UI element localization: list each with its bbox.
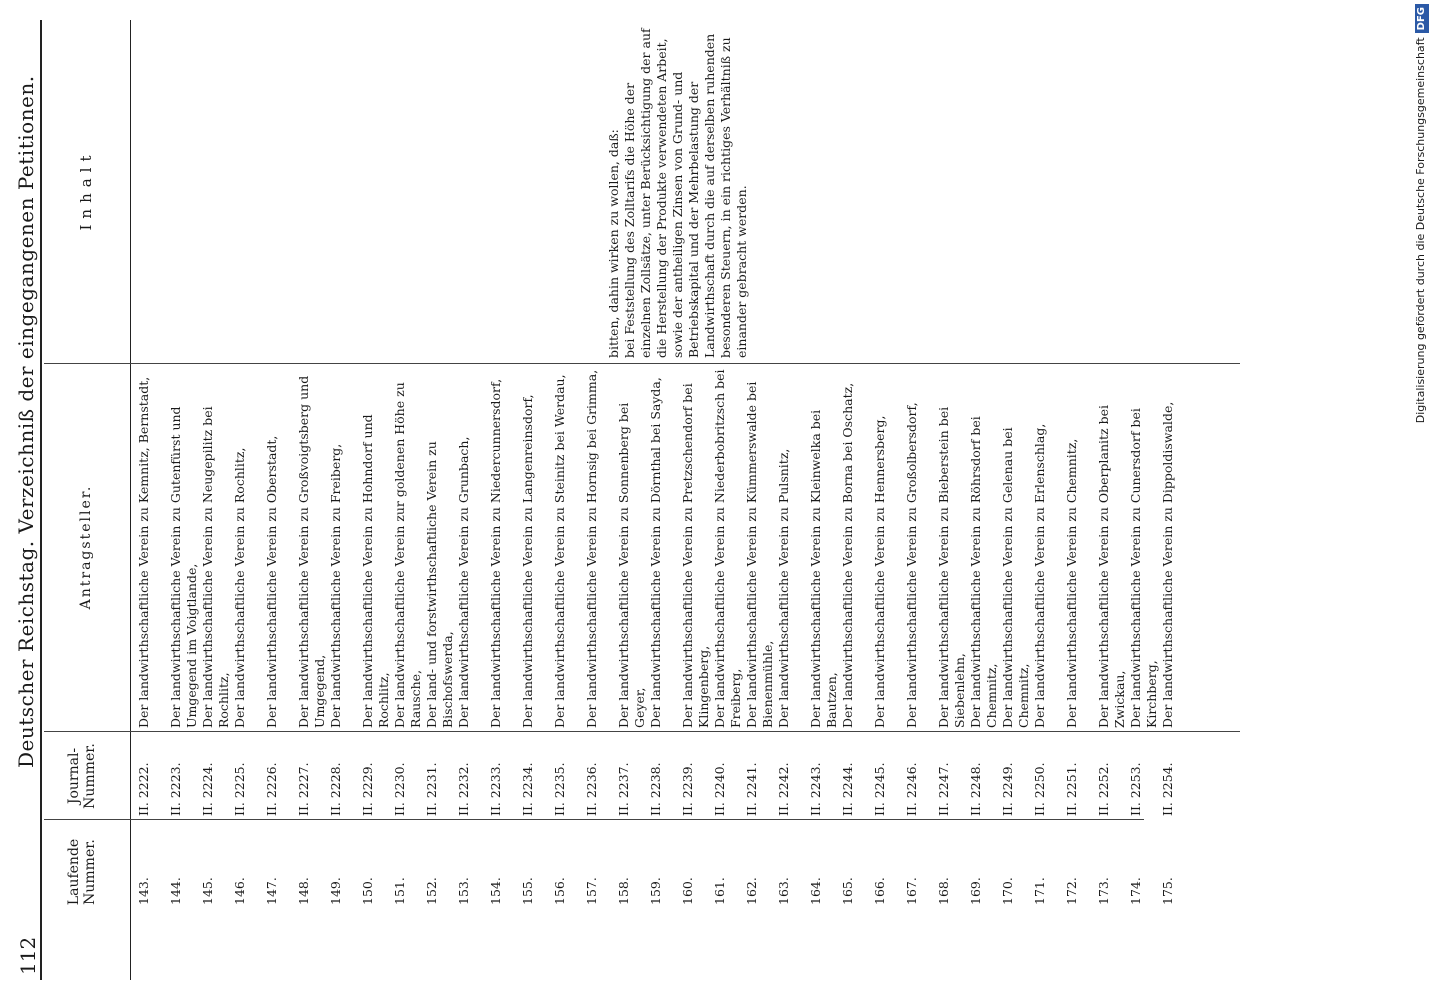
- journal-nummer: II. 2222.: [136, 762, 151, 816]
- laufende-nummer: 168.: [936, 877, 951, 905]
- antragsteller: Der landwirthschaftliche Verein zu Pretzschendorf bei Klingenberg,: [680, 383, 711, 728]
- laufende-nummer: 158.: [616, 877, 631, 905]
- laufende-nummer: 170.: [1000, 877, 1015, 905]
- laufende-nummer: 157.: [584, 877, 599, 905]
- laufende-nummer: 155.: [520, 877, 535, 905]
- laufende-nummer: 148.: [296, 877, 311, 905]
- antragsteller: Der landwirthschaftliche Verein zu Dippoldiswalde,: [1160, 401, 1175, 728]
- laufende-nummer: 161.: [712, 877, 727, 905]
- column-header-inhalt: Inhalt: [77, 149, 95, 231]
- journal-nummer: II. 2227.: [296, 762, 311, 816]
- journal-nummer: II. 2239.: [680, 762, 695, 816]
- journal-nummer: II. 2238.: [648, 762, 663, 816]
- laufende-nummer: 162.: [744, 877, 759, 905]
- dfg-credit: [1410, 4, 1432, 996]
- laufende-nummer: 171.: [1032, 877, 1047, 905]
- journal-nummer: II. 2244.: [840, 762, 855, 816]
- journal-nummer: II. 2249.: [1000, 762, 1015, 816]
- journal-nummer: II. 2248.: [968, 762, 983, 816]
- laufende-nummer: 146.: [232, 877, 247, 905]
- antragsteller: Der landwirthschaftliche Verein zu Steinitz bei Werdau,: [552, 374, 567, 728]
- journal-nummer: II. 2245.: [872, 762, 887, 816]
- antragsteller: Der landwirthschaftliche Verein zu Hennersberg,: [872, 415, 887, 728]
- antragsteller: Der landwirthschaftliche Verein zu Gutenfürst und Umgegend im Voigtlande,: [168, 406, 199, 728]
- laufende-nummer: 145.: [200, 877, 215, 905]
- antragsteller: Der landwirthschaftliche Verein zu Dörnthal bei Sayda,: [648, 377, 663, 728]
- antragsteller: Der landwirthschaftliche Verein zu Neugepilitz bei Rochlitz,: [200, 406, 231, 728]
- laufende-nummer: 167.: [904, 877, 919, 905]
- journal-nummer: II. 2241.: [744, 762, 759, 816]
- journal-nummer: II. 2234.: [520, 762, 535, 816]
- laufende-nummer: 159.: [648, 877, 663, 905]
- antragsteller: Der landwirthschaftliche Verein zu Oberplanitz bei Zwickau,: [1096, 405, 1127, 728]
- antragsteller: Der landwirthschaftliche Verein zu Niederbobritzsch bei Freiberg,: [712, 369, 743, 728]
- header-rule: [130, 20, 131, 980]
- antragsteller: Der landwirthschaftliche Verein zu Niedercunnersdorf,: [488, 378, 503, 728]
- journal-nummer: II. 2232.: [456, 762, 471, 816]
- journal-nummer: II. 2252.: [1096, 762, 1111, 816]
- journal-nummer: II. 2247.: [936, 762, 951, 816]
- antragsteller: Der landwirthschaftliche Verein zu Sonnenberg bei Geyer,: [616, 402, 647, 728]
- antragsteller: Der landwirthschaftliche Verein zu Oberstadt,: [264, 435, 279, 728]
- dfg-credit-text: Digitalisierung gefördert durch die Deutsche Forschungsgemeinschaft: [1414, 37, 1427, 424]
- journal-nummer: II. 2246.: [904, 762, 919, 816]
- antragsteller: Der landwirthschaftliche Verein zu Großvoigtsberg und Umgegend,: [296, 375, 327, 728]
- laufende-nummer: 160.: [680, 877, 695, 905]
- journal-nummer: II. 2236.: [584, 762, 599, 816]
- journal-nummer: II. 2224.: [200, 762, 215, 816]
- laufende-nummer: 154.: [488, 877, 503, 905]
- antragsteller: Der land- und forstwirthschaftliche Verein zu Bischofswerda,: [424, 441, 455, 728]
- antragsteller: Der landwirthschaftliche Verein zu Großolbersdorf,: [904, 402, 919, 728]
- antragsteller: Der landwirthschaftliche Verein zu Cunersdorf bei Kirchberg,: [1128, 408, 1159, 728]
- antragsteller: Der landwirthschaftliche Verein zu Kemnitz, Bernstadt,: [136, 376, 151, 728]
- laufende-nummer: 175.: [1160, 877, 1175, 905]
- antragsteller: Der landwirthschaftliche Verein zur goldenen Höhe zu Rausche,: [392, 382, 423, 728]
- journal-nummer: II. 2231.: [424, 762, 439, 816]
- antragsteller: Der landwirthschaftliche Verein zu Bieberstein bei Siebenlehn,: [936, 406, 967, 728]
- column-header-laufende: Laufende Nummer.: [66, 838, 98, 906]
- antragsteller: Der landwirthschaftliche Verein zu Langenreinsdorf,: [520, 394, 535, 728]
- laufende-nummer: 147.: [264, 877, 279, 905]
- inhalt-text: [606, 28, 750, 358]
- journal-nummer: II. 2237.: [616, 762, 631, 816]
- column-header-journal: Journal-Nummer.: [66, 743, 98, 809]
- antragsteller: Der landwirthschaftliche Verein zu Kleinwelka bei Bautzen,: [808, 409, 839, 728]
- divider-journal: [44, 819, 1144, 820]
- antragsteller: Der landwirthschaftliche Verein zu Gelenau bei Chemnitz,: [1000, 427, 1031, 728]
- journal-nummer: II. 2243.: [808, 762, 823, 816]
- laufende-nummer: 163.: [776, 877, 791, 905]
- divider-inhalt: [44, 363, 1240, 364]
- laufende-nummer: 172.: [1064, 877, 1079, 905]
- page-number: 112: [16, 936, 40, 975]
- top-rule: [40, 20, 42, 980]
- laufende-nummer: 149.: [328, 877, 343, 905]
- laufende-nummer: 166.: [872, 877, 887, 905]
- laufende-nummer: 156.: [552, 877, 567, 905]
- journal-nummer: II. 2240.: [712, 762, 727, 816]
- laufende-nummer: 144.: [168, 877, 183, 905]
- journal-nummer: II. 2228.: [328, 762, 343, 816]
- journal-nummer: II. 2254.: [1160, 762, 1175, 816]
- antragsteller: Der landwirthschaftliche Verein zu Freiberg,: [328, 443, 343, 728]
- inhalt-lead: bitten, dahin wirken zu wollen, daß:: [606, 129, 621, 358]
- divider-antragsteller: [44, 731, 1240, 732]
- antragsteller: Der landwirthschaftliche Verein zu Hohndorf und Rochlitz,: [360, 414, 391, 728]
- laufende-nummer: 174.: [1128, 877, 1143, 905]
- journal-nummer: II. 2229.: [360, 762, 375, 816]
- antragsteller: Der landwirthschaftliche Verein zu Rochlitz,: [232, 447, 247, 728]
- journal-nummer: II. 2250.: [1032, 762, 1047, 816]
- journal-nummer: II. 2230.: [392, 762, 407, 816]
- laufende-nummer: 150.: [360, 877, 375, 905]
- journal-nummer: II. 2226.: [264, 762, 279, 816]
- laufende-nummer: 152.: [424, 877, 439, 905]
- laufende-nummer: 164.: [808, 877, 823, 905]
- antragsteller: Der landwirthschaftliche Verein zu Hornsig bei Grimma,: [584, 369, 599, 728]
- antragsteller: Der landwirthschaftliche Verein zu Borna bei Oschatz,: [840, 382, 855, 728]
- journal-nummer: II. 2233.: [488, 762, 503, 816]
- dfg-logo: DFG: [1415, 4, 1429, 33]
- antragsteller: Der landwirthschaftliche Verein zu Röhrsdorf bei Chemnitz,: [968, 416, 999, 728]
- laufende-nummer: 151.: [392, 877, 407, 905]
- laufende-nummer: 169.: [968, 877, 983, 905]
- antragsteller: Der landwirthschaftliche Verein zu Grunbach,: [456, 436, 471, 728]
- journal-nummer: II. 2253.: [1128, 762, 1143, 816]
- journal-nummer: II. 2225.: [232, 762, 247, 816]
- journal-nummer: II. 2251.: [1064, 762, 1079, 816]
- journal-nummer: II. 2242.: [776, 762, 791, 816]
- journal-nummer: II. 2223.: [168, 762, 183, 816]
- column-header-antragsteller: Antragsteller.: [78, 484, 94, 610]
- antragsteller: Der landwirthschaftliche Verein zu Pulsnitz,: [776, 448, 791, 728]
- inhalt-body: bei Feststellung des Zolltarifs die Höhe der einzelnen Zollsätze, unter Berücksichtigung der auf die Herstellung der Produkte verwendeten Arbeit, sowie der antheiligen Zinsen von Grund- und Betriebskapital und der Mehrbelastung der Landwirthschaft durch die auf derselben ruhenden besonderen Steuern, in ein richtiges Verhältniß zu einander gebracht werden.: [622, 28, 749, 358]
- journal-nummer: II. 2235.: [552, 762, 567, 816]
- antragsteller: Der landwirthschaftliche Verein zu Kümmerswalde bei Bienenmühle,: [744, 381, 775, 728]
- laufende-nummer: 143.: [136, 877, 151, 905]
- laufende-nummer: 165.: [840, 877, 855, 905]
- antragsteller: Der landwirthschaftliche Verein zu Chemnitz,: [1064, 438, 1079, 728]
- laufende-nummer: 153.: [456, 877, 471, 905]
- antragsteller: Der landwirthschaftliche Verein zu Erlenschlag,: [1032, 423, 1047, 728]
- laufende-nummer: 173.: [1096, 877, 1111, 905]
- page-title: Deutscher Reichstag. Verzeichniß der eingegangenen Petitionen.: [14, 75, 38, 768]
